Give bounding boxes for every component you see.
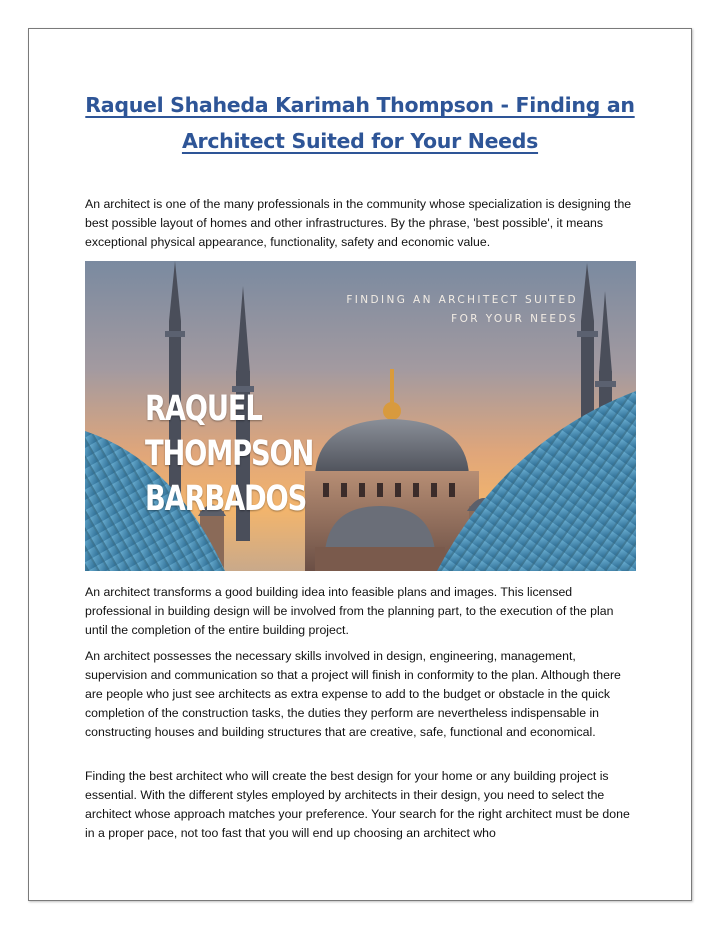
body-paragraph-1: An architect transforms a good building idea into feasible plans and images. This licensed professional in building design will be involved from the planning part, to the execution of the plan until the completion of the entire building project. <box>85 585 614 637</box>
document-page <box>28 28 692 901</box>
title-line-1: Raquel Shaheda Karimah Thompson - Finding an <box>85 93 635 117</box>
hero-name <box>145 387 313 522</box>
name-line-1: RAQUEL <box>145 389 262 429</box>
name-line-3: BARBADOS <box>145 479 307 519</box>
page-title <box>29 87 691 159</box>
kicker-line-2: FOR YOUR NEEDS <box>451 313 578 325</box>
kicker-line-1: FINDING AN ARCHITECT SUITED <box>346 294 578 306</box>
title-line-2: Architect Suited for Your Needs <box>181 129 539 153</box>
intro-paragraph: An architect is one of the many professionals in the community whose specialization is designing the best possible layout of homes and other infrastructures. By the phrase, 'best possible', it means exceptional physical appearance, functionality, safety and economic value. <box>85 197 632 249</box>
body-paragraph-3: Finding the best architect who will create the best design for your home or any building project is essential. With the different styles employed by architects in their design, you need to select the architect whose approach matches your preference. Your search for the right architect must be done in a proper pace, not too fast that you will end up choosing an architect who <box>85 769 630 840</box>
hero-image <box>85 261 636 571</box>
name-line-2: THOMPSON <box>145 434 314 474</box>
body-paragraph-2: An architect possesses the necessary skills involved in design, engineering, management, supervision and communication so that a project will finish in conformity to the plan. Although there are people who just see architects as extra expense to add to the budget or obstacle in the quick completion of the construction tasks, the duties they perform are nevertheless indispensable in constructing houses and building structures that are creative, safe, functional and economical. <box>85 649 621 739</box>
hero-kicker <box>346 291 578 329</box>
